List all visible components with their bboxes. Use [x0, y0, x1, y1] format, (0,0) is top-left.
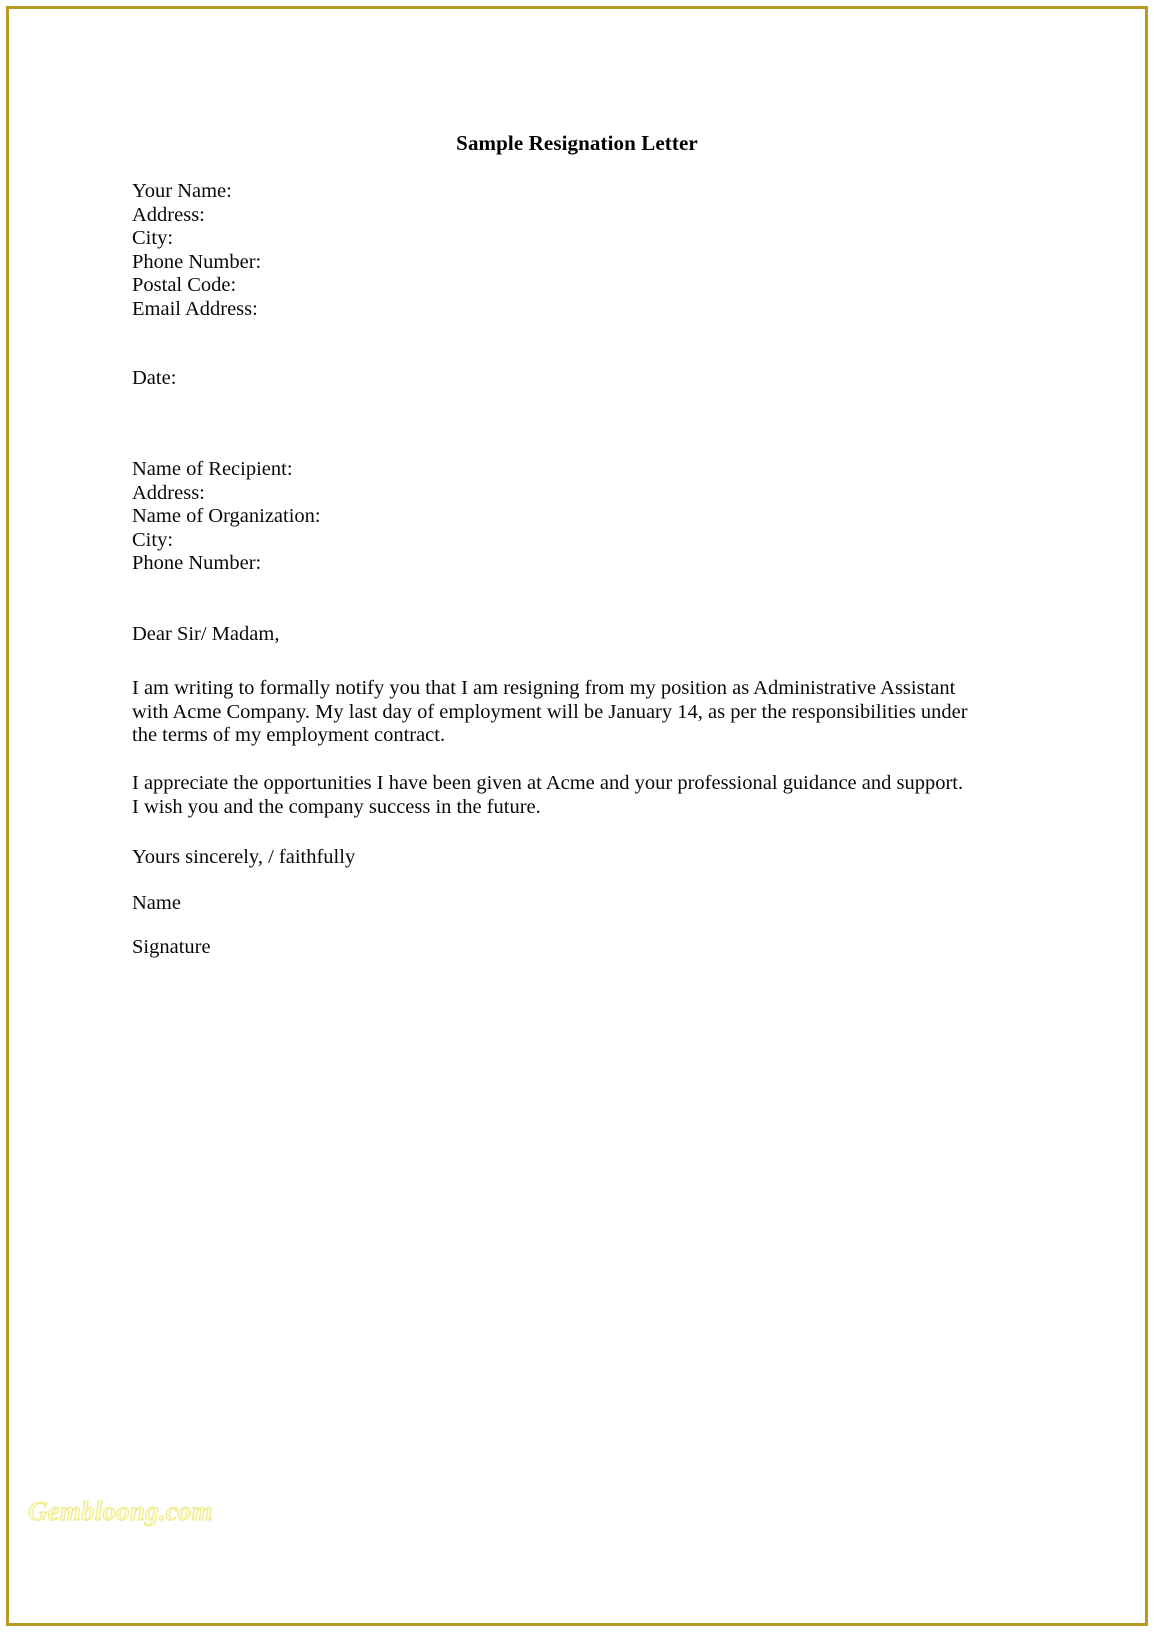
site-watermark: Gembloong.com [28, 1496, 213, 1526]
recipient-phone-label: Phone Number: [132, 552, 262, 575]
body-paragraph-1: I am writing to formally notify you that I am resigning from my position as Administrative Assistant with Acme Company. My last day of employment will be January 14, as per the responsibilities under the terms of my employment contract. [132, 677, 968, 747]
date-label: Date: [132, 367, 177, 389]
page-title: Sample Resignation Letter [456, 131, 698, 155]
salutation-text: Dear Sir/ Madam, [132, 623, 280, 645]
signature-label: Signature [132, 936, 211, 958]
date-block [132, 367, 176, 391]
signature-line [132, 936, 211, 960]
sender-phone-label: Phone Number: [132, 250, 262, 273]
recipient-address-block [132, 458, 321, 576]
sender-postal-label: Postal Code: [132, 274, 237, 297]
sender-address-block [132, 180, 261, 322]
salutation [132, 623, 279, 647]
sender-email-label: Email Address: [132, 297, 258, 320]
signer-name-label: Name [132, 892, 181, 914]
recipient-name-label: Name of Recipient: [132, 458, 293, 480]
sender-name-label: Your Name: [132, 180, 232, 202]
recipient-address-label: Address: [132, 481, 205, 504]
signer-name [132, 892, 181, 916]
recipient-organization-label: Name of Organization: [132, 505, 321, 528]
body-paragraph-2: I appreciate the opportunities I have been given at Acme and your professional guidance and support. I wish you and the company success in the future. [132, 772, 964, 818]
closing-text: Yours sincerely, / faithfully [132, 846, 356, 868]
sender-city-label: City: [132, 227, 174, 250]
recipient-city-label: City: [132, 528, 174, 551]
closing-salutation [132, 846, 355, 870]
sender-address-label: Address: [132, 203, 205, 226]
